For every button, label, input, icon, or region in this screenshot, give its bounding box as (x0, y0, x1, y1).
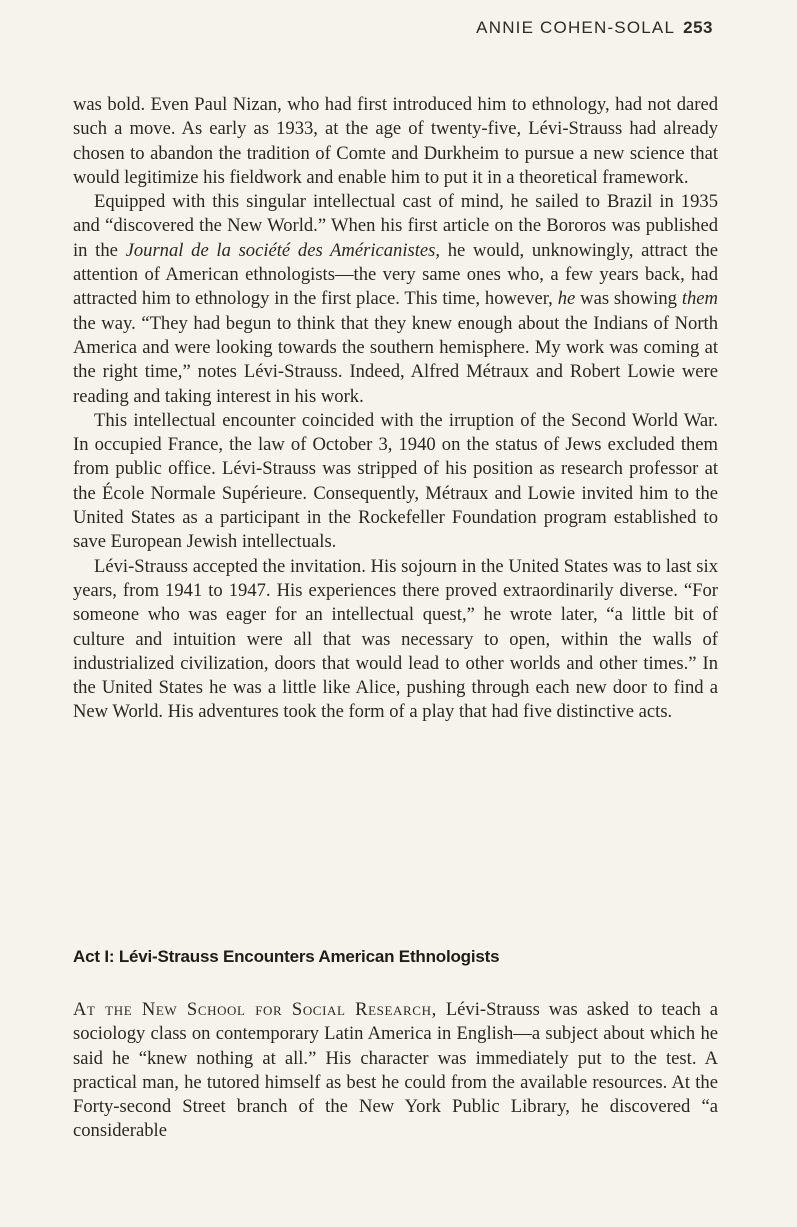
paragraph-1: was bold. Even Paul Nizan, who had first introduced him to ethnology, had not dared such a move. As early as 1933, at the age of twenty-five, Lévi-Strauss had already chosen to abandon the tradition of Comte and Durkheim to pursue a new science that would legitimize his fieldwork and enable him to put it in a theoretical framework. (73, 94, 718, 188)
paragraph-5-text: Lévi-Strauss was asked to teach a sociology class on contemporary Latin America in English—a subject about which he said he “knew nothing at all.” His character was immediately put to the test. A practical man, he tutored himself as best he could from the available resources. At the Forty-second Street branch of the New York Public Library, he discovered “a considerable (73, 999, 718, 1142)
section-body-text (73, 998, 718, 1144)
paragraph-4: Lévi-Strauss accepted the invitation. His sojourn in the United States was to last six years, from 1941 to 1947. His experiences there proved extraordinarily diverse. “For someone who was eager for an intellectual quest,” he wrote later, “a little bit of culture and intuition were all that was necessary to open, within the walls of industrialized civilization, doors that would lead to other worlds and other times.” In the United States he was a little like Alice, pushing through each new door to find a New World. His adventures took the form of a play that had five distinctive acts. (73, 555, 718, 723)
running-head-author: ANNIE COHEN-SOLAL (476, 18, 676, 37)
section-heading: Act I: Lévi-Strauss Encounters American Ethnologists (73, 947, 500, 966)
journal-title: Journal de la société des Américanistes (125, 239, 436, 261)
paragraph-2-part-a: Equipped with this singular intellectual cast of mind, he sailed to Brazil in 1935 and “discovered the New World.” When his first article on the Bororos was published in the (73, 191, 718, 261)
body-text (73, 93, 718, 725)
emphasis-he: he (557, 288, 576, 310)
paragraph-2 (73, 190, 718, 409)
emphasis-them: them (681, 288, 718, 310)
lead-in-smallcaps: At the New School for Social Research, (73, 999, 437, 1020)
paragraph-2-part-b: , he would, unknowingly, attract the attention of American ethnologists—the very same ones who, a few years back, had attracted him to ethnology in the first place. This time, however, (73, 239, 719, 310)
running-head (476, 18, 713, 38)
page-number: 253 (683, 18, 713, 37)
paragraph-5 (73, 998, 718, 1144)
paragraph-2-part-d: the way. “They had begun to think that they knew enough about the Indians of North America and were looking towards the southern hemisphere. My work was coming at the right time,” notes Lévi-Strauss. Indeed, Alfred Métraux and Robert Lowie were reading and taking interest in his work. (73, 312, 718, 407)
paragraph-3: This intellectual encounter coincided with the irruption of the Second World War. In occupied France, the law of October 3, 1940 on the status of Jews excluded them from public office. Lévi-Strauss was stripped of his position as research professor at the École Normale Supérieure. Consequently, Métraux and Lowie invited him to the United States as a participant in the Rockefeller Foundation program established to save European Jewish intellectuals. (73, 409, 718, 553)
paragraph-2-part-c: was showing (575, 288, 682, 310)
